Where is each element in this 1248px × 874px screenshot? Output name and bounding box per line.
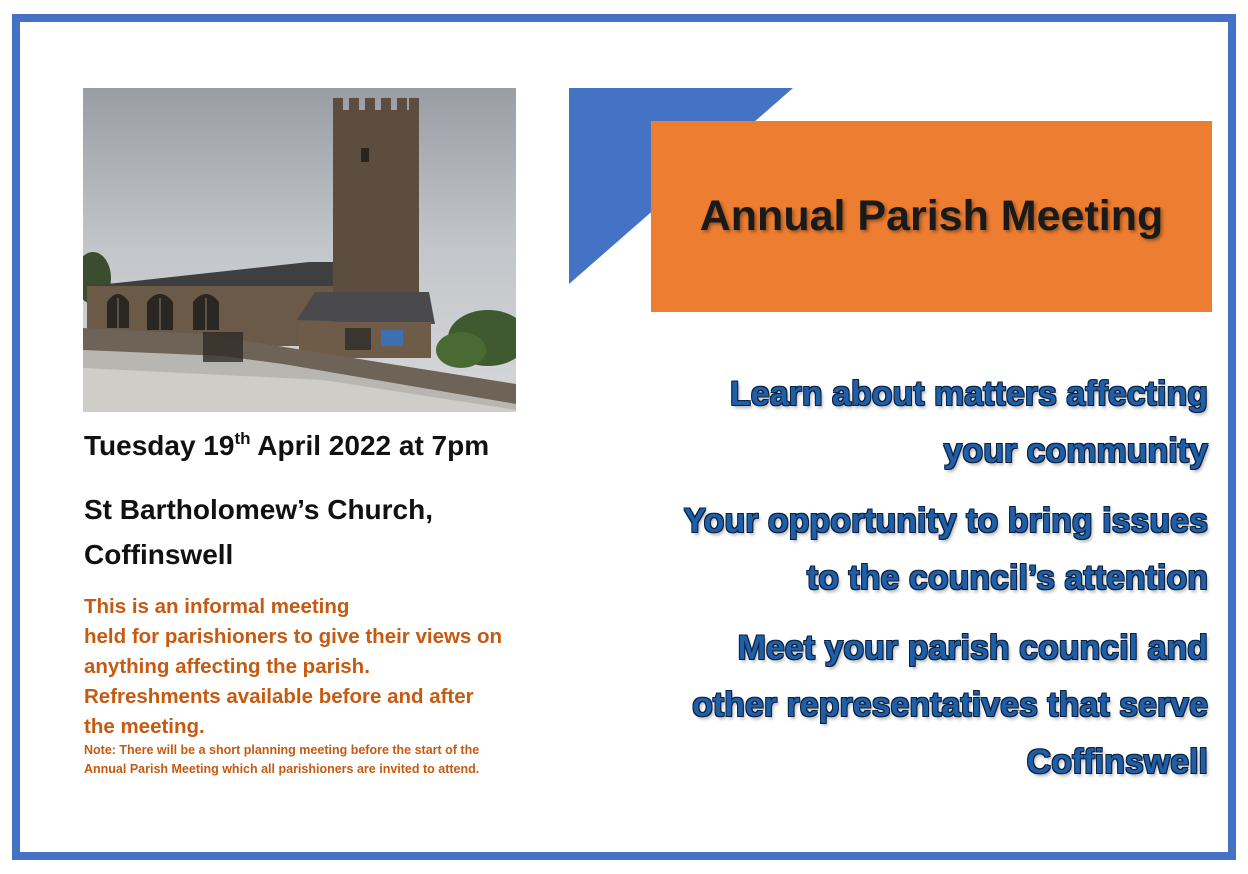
venue-line-2: Coffinswell (84, 539, 234, 570)
info-line: anything affecting the parish. (84, 655, 370, 678)
title-banner (651, 121, 1212, 312)
note-line: Note: There will be a short planning meeting before the start of the (84, 743, 480, 757)
point-meet (684, 620, 1208, 791)
point-line: Your opportunity to bring issues (683, 502, 1208, 540)
date-suffix: th (234, 429, 251, 448)
info-line: the meeting. (84, 715, 205, 738)
meeting-info (84, 592, 544, 742)
point-learn (684, 366, 1208, 480)
note-line: Annual Parish Meeting which all parishioners are invited to attend. (84, 762, 480, 776)
info-line: held for parishioners to give their views on (84, 625, 503, 648)
event-venue (84, 487, 433, 577)
meeting-points (684, 366, 1208, 804)
point-line: Meet your parish council and (737, 629, 1208, 667)
venue-line-1: St Bartholomew’s Church, (84, 494, 434, 525)
point-opportunity (684, 493, 1208, 607)
church-photo (83, 88, 516, 412)
info-line: This is an informal meeting (84, 595, 350, 618)
event-date: Tuesday 19th April 2022 at 7pm (84, 429, 490, 461)
banner-title: Annual Parish Meeting (699, 192, 1164, 240)
info-line: Refreshments available before and after (84, 685, 474, 708)
point-line: Learn about matters affecting (730, 375, 1208, 413)
point-line: your community (943, 432, 1208, 470)
point-line: Coffinswell (1026, 743, 1208, 781)
point-line: other representatives that serve (692, 686, 1208, 724)
planning-note (84, 741, 479, 779)
point-line: to the council’s attention (806, 559, 1208, 597)
